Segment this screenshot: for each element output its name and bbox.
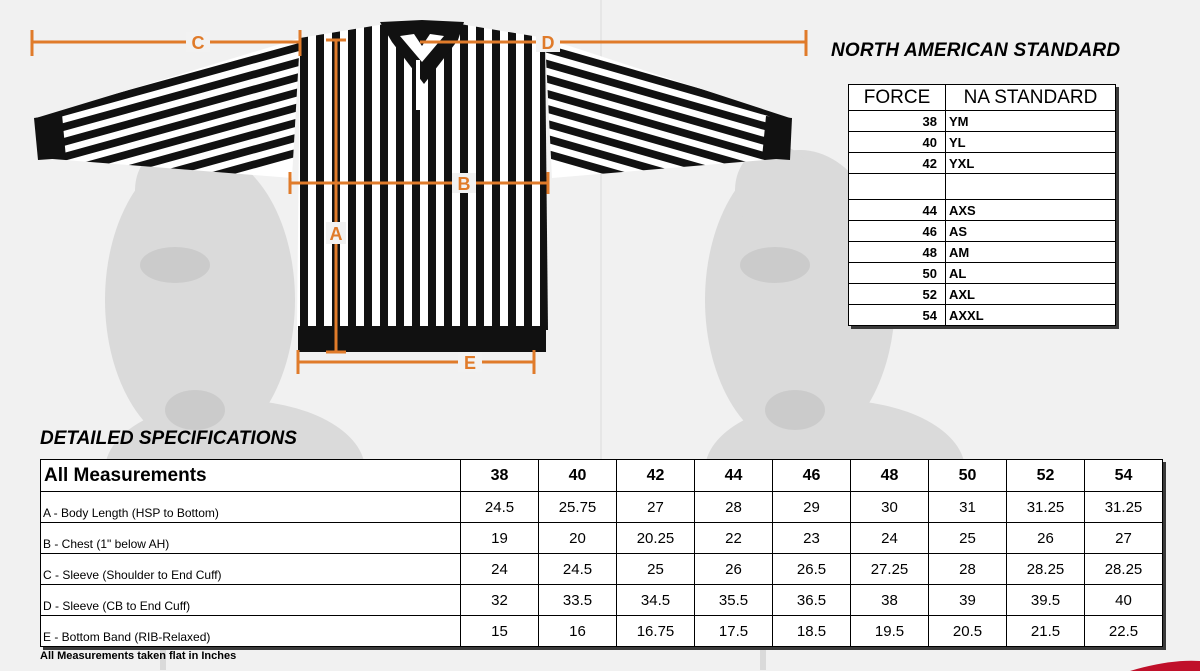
force-size-cell: 50 — [849, 263, 946, 284]
measurement-value: 31.25 — [1085, 492, 1163, 523]
measurement-value: 18.5 — [773, 616, 851, 647]
size-header: 48 — [851, 460, 929, 492]
na-row — [849, 263, 1116, 284]
measurement-value: 17.5 — [695, 616, 773, 647]
na-size-cell: AXS — [946, 200, 1116, 221]
force-header: FORCE — [849, 85, 946, 111]
measurement-value: 28.25 — [1085, 554, 1163, 585]
na-row — [849, 284, 1116, 305]
measurement-value: 24.5 — [539, 554, 617, 585]
size-header: 50 — [929, 460, 1007, 492]
left-cuff — [34, 114, 66, 160]
size-header: 54 — [1085, 460, 1163, 492]
na-row — [849, 305, 1116, 326]
na-size-cell: YM — [946, 111, 1116, 132]
measurement-value: 28 — [695, 492, 773, 523]
measurement-label: C - Sleeve (Shoulder to End Cuff) — [41, 554, 461, 585]
measurement-value: 19 — [461, 523, 539, 554]
size-header: 40 — [539, 460, 617, 492]
na-size-cell: YXL — [946, 153, 1116, 174]
na-row — [849, 132, 1116, 153]
measurement-value: 40 — [1085, 585, 1163, 616]
na-size-cell: AXL — [946, 284, 1116, 305]
measurement-value: 24 — [851, 523, 929, 554]
detailed-specs-title: DETAILED SPECIFICATIONS — [40, 428, 297, 449]
measurement-value: 28.25 — [1007, 554, 1085, 585]
force-size-cell: 54 — [849, 305, 946, 326]
measurement-value: 34.5 — [617, 585, 695, 616]
measurement-label: E - Bottom Band (RIB-Relaxed) — [41, 616, 461, 647]
measurement-footnote: All Measurements taken flat in Inches — [40, 650, 237, 662]
na-standard-header: NA STANDARD — [946, 85, 1116, 111]
force-size-cell: 38 — [849, 111, 946, 132]
spec-row — [41, 585, 1163, 616]
force-size-cell: 46 — [849, 221, 946, 242]
measurement-value: 25 — [929, 523, 1007, 554]
measurement-value: 25 — [617, 554, 695, 585]
na-size-cell: AL — [946, 263, 1116, 284]
measurement-value: 26 — [695, 554, 773, 585]
measurement-value: 15 — [461, 616, 539, 647]
corner-accent — [1110, 659, 1200, 671]
na-row — [849, 242, 1116, 263]
size-header: 42 — [617, 460, 695, 492]
na-row — [849, 200, 1116, 221]
measurement-value: 16.75 — [617, 616, 695, 647]
label-b: B — [457, 174, 471, 194]
spec-row — [41, 554, 1163, 585]
size-header: 38 — [461, 460, 539, 492]
measurement-value: 20.5 — [929, 616, 1007, 647]
measurement-value: 22 — [695, 523, 773, 554]
measurement-value: 31 — [929, 492, 1007, 523]
na-row — [849, 153, 1116, 174]
measurement-value: 25.75 — [539, 492, 617, 523]
size-header: 44 — [695, 460, 773, 492]
force-size-cell: 48 — [849, 242, 946, 263]
measurement-label: D - Sleeve (CB to End Cuff) — [41, 585, 461, 616]
na-size-cell — [946, 174, 1116, 200]
force-size-cell: 52 — [849, 284, 946, 305]
right-cuff — [762, 116, 792, 160]
na-standard-title: NORTH AMERICAN STANDARD — [831, 40, 1121, 61]
label-c: C — [191, 33, 205, 53]
measurement-value: 31.25 — [1007, 492, 1085, 523]
label-a: A — [329, 224, 343, 244]
measurement-value: 27 — [617, 492, 695, 523]
measurement-value: 24 — [461, 554, 539, 585]
measurement-value: 27.25 — [851, 554, 929, 585]
na-size-cell: AXXL — [946, 305, 1116, 326]
detailed-specs-table — [40, 459, 1163, 647]
measurement-value: 20 — [539, 523, 617, 554]
measurement-label: B - Chest (1" below AH) — [41, 523, 461, 554]
measurement-value: 39.5 — [1007, 585, 1085, 616]
force-size-cell: 40 — [849, 132, 946, 153]
spec-row — [41, 616, 1163, 647]
measurement-value: 29 — [773, 492, 851, 523]
measurement-value: 23 — [773, 523, 851, 554]
measurement-value: 35.5 — [695, 585, 773, 616]
measurement-value: 22.5 — [1085, 616, 1163, 647]
force-size-cell: 42 — [849, 153, 946, 174]
measurement-value: 19.5 — [851, 616, 929, 647]
measurement-value: 30 — [851, 492, 929, 523]
label-d: D — [541, 33, 555, 53]
na-size-cell: AS — [946, 221, 1116, 242]
na-standard-table — [848, 84, 1116, 326]
size-header: 52 — [1007, 460, 1085, 492]
na-size-cell: AM — [946, 242, 1116, 263]
all-measurements-header: All Measurements — [41, 460, 461, 492]
measurement-value: 24.5 — [461, 492, 539, 523]
na-size-cell: YL — [946, 132, 1116, 153]
spec-row — [41, 523, 1163, 554]
measurement-value: 39 — [929, 585, 1007, 616]
measurement-value: 27 — [1085, 523, 1163, 554]
spec-row — [41, 492, 1163, 523]
measurement-value: 33.5 — [539, 585, 617, 616]
measurement-value: 26.5 — [773, 554, 851, 585]
measurement-value: 38 — [851, 585, 929, 616]
measurement-value: 16 — [539, 616, 617, 647]
referee-jersey-diagram — [0, 0, 820, 380]
measurement-value: 36.5 — [773, 585, 851, 616]
measurement-value: 20.25 — [617, 523, 695, 554]
measurement-value: 32 — [461, 585, 539, 616]
force-size-cell: 44 — [849, 200, 946, 221]
force-size-cell — [849, 174, 946, 200]
label-e: E — [463, 353, 477, 373]
na-row — [849, 221, 1116, 242]
na-row — [849, 111, 1116, 132]
measurement-value: 21.5 — [1007, 616, 1085, 647]
measurement-value: 28 — [929, 554, 1007, 585]
na-row — [849, 174, 1116, 200]
measurement-value: 26 — [1007, 523, 1085, 554]
size-header: 46 — [773, 460, 851, 492]
measurement-label: A - Body Length (HSP to Bottom) — [41, 492, 461, 523]
